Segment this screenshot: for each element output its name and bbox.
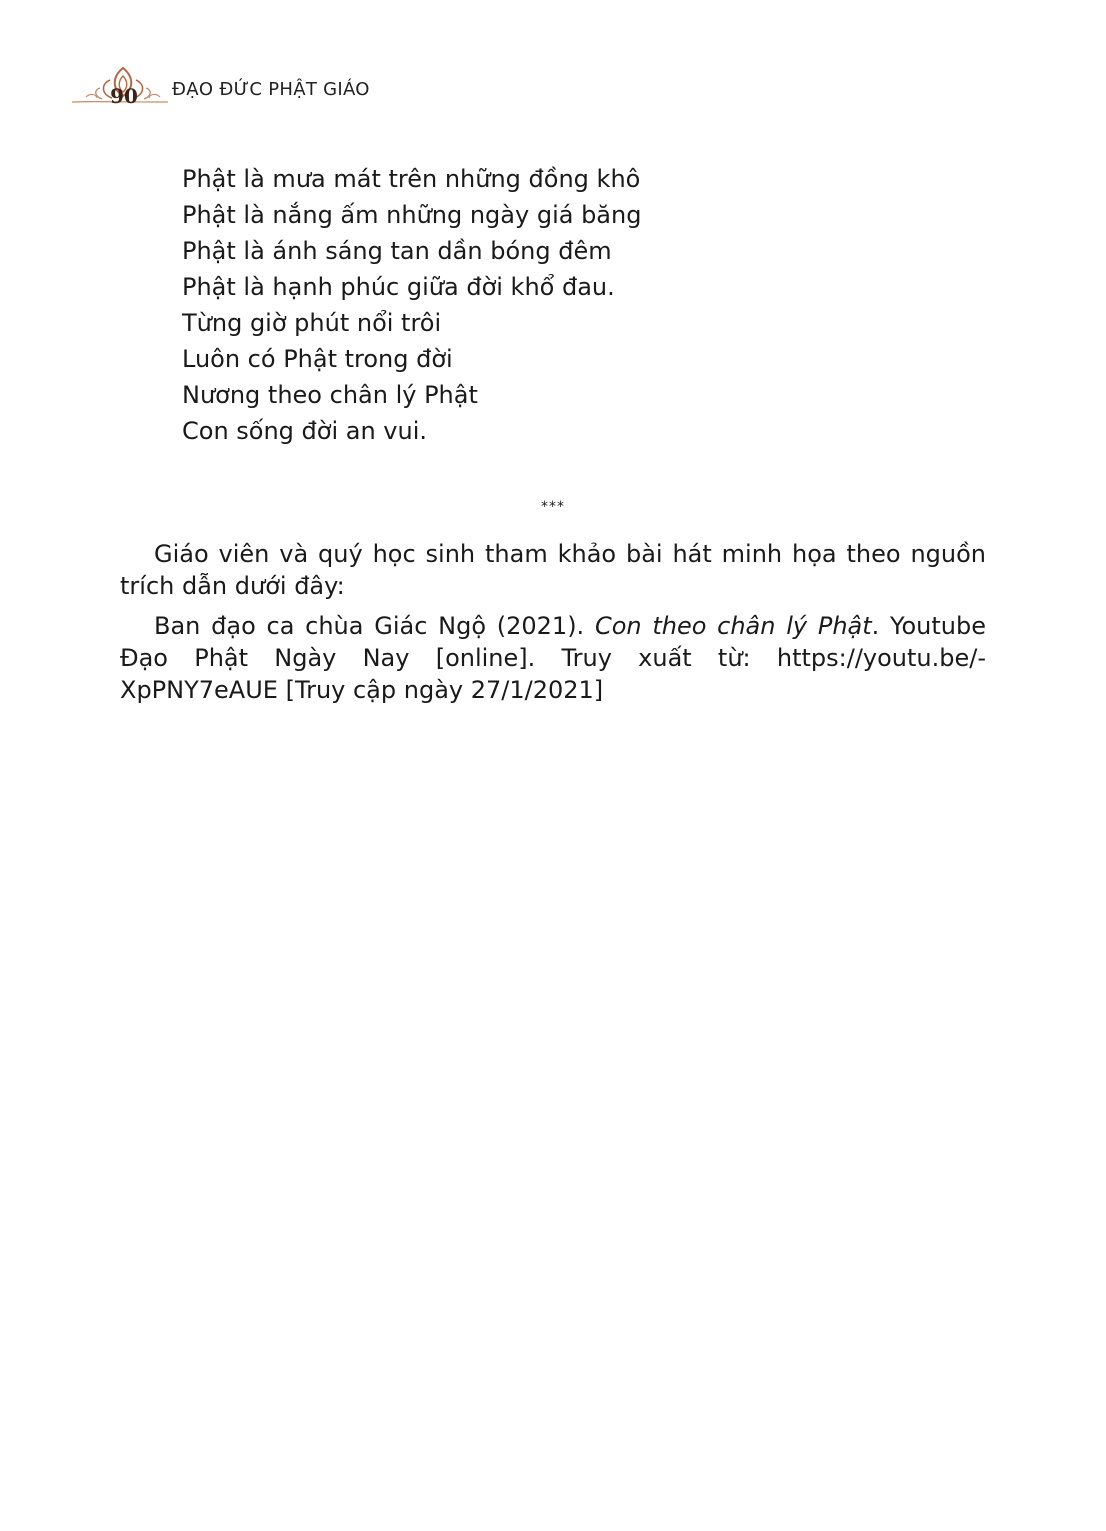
poem-line: Con sống đời an vui.	[182, 417, 428, 445]
page-header	[70, 62, 410, 112]
intro-text: Giáo viên và quý học sinh tham khảo bài hát minh họa theo nguồn trích dẫn dưới đây:	[120, 540, 986, 600]
intro-paragraph	[120, 538, 986, 602]
citation-author: Ban đạo ca chùa Giác Ngộ (2021).	[154, 612, 595, 640]
poem-line: Phật là mưa mát trên những đồng khô	[182, 165, 641, 193]
poem-line: Nương theo chân lý Phật	[182, 381, 478, 409]
section-separator: ***	[541, 499, 565, 515]
poem-line: Luôn có Phật trong đời	[182, 345, 453, 373]
poem-line: Phật là nắng ấm những ngày giá băng	[182, 201, 642, 229]
page-number: 90	[110, 84, 138, 108]
citation-source: . Youtube Đạo Phật Ngày Nay [online]. Truy xuất từ: https://youtu.be/-XpPNY7eAUE [Truy cập ngày 27/1/2021]	[120, 612, 987, 704]
poem-line: Phật là hạnh phúc giữa đời khổ đau.	[182, 273, 615, 301]
citation-paragraph	[120, 610, 986, 706]
poem	[182, 161, 641, 449]
running-title: ĐẠO ĐỨC PHẬT GIÁO	[172, 79, 370, 100]
poem-line: Từng giờ phút nổi trôi	[182, 309, 442, 337]
citation-work-title: Con theo chân lý Phật	[594, 612, 872, 640]
poem-line: Phật là ánh sáng tan dần bóng đêm	[182, 237, 612, 265]
